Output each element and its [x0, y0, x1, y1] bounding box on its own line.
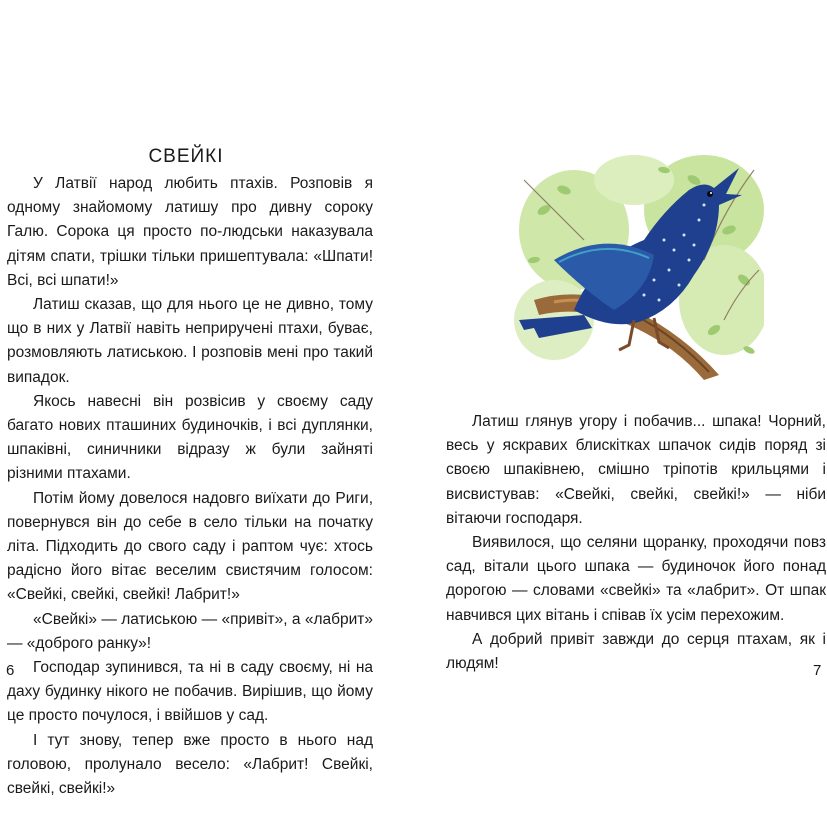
- page-number: 6: [6, 662, 15, 679]
- right-page-text: [446, 410, 826, 676]
- paragraph: «Свейкі» — латиською — «привіт», а «лабрит» — «доброго ранку»!: [7, 610, 373, 652]
- paragraph: Виявилося, що селяни щоранку, проходячи повз сад, вітали цього шпака — будиночок його понад дорогою — словами «свейкі» та «лабрит». От шпак навчився цих вітань і співав їх усім перехожим.: [446, 534, 826, 624]
- paragraph: А добрий привіт завжди до серця птахам, як і людям!: [446, 630, 826, 673]
- story-title: СВЕЙКІ: [148, 146, 224, 167]
- bird-eye: [707, 191, 713, 197]
- left-page: [0, 0, 413, 827]
- paragraph: Якось навесні він розвісив у своєму саду багато нових пташиних будиночків, і всі дуплянки, шпаківні, синичники відразу ж були зайняті різними птахами.: [7, 392, 373, 483]
- paragraph: Латиш глянув угору і побачив... шпака! Чорний, весь у яскравих блискітках шпачок сидів поряд зі своєю шпаківнею, смішно тріпотів крильцями і висвистував: «Свейкі, свейкі, свейкі!» — ніби вітаючи господаря.: [446, 413, 826, 527]
- paragraph: Господар зупинився, та ні в саду своєму, ні на даху будинку нікого не побачив. Вирішив, що йому це просто почулося, і ввійшов у сад.: [7, 659, 373, 725]
- paragraph: І тут знову, тепер вже просто в нього над головою, пролунало весело: «Лабрит! Свейкі, свейкі, свейкі!»: [7, 731, 373, 798]
- paragraph: Латиш сказав, що для нього це не дивно, тому що в них у Латвії навіть неприручені птахи, буває, розмовляють латиською. І розповів мені про такий випадок.: [7, 296, 373, 386]
- right-page: [414, 0, 827, 827]
- paragraph: Потім йому довелося надовго виїхати до Риги, повернувся він до себе в село тільки на початку літа. Підходить до свого саду і раптом чує: хтось радісно його вітає веселим свистячим голосом: «Свейкі, свейкі, свейкі! Лабрит!»: [7, 489, 373, 604]
- starling-illustration: [514, 150, 764, 380]
- paragraph: У Латвії народ любить птахів. Розповів я одному знайомому латишу про дивну сороку Галю. Сорока ця просто по-людськи наказувала дітям спати, трішки тільки пришептувала: «Шпати! Всі, всі шпати!»: [7, 175, 373, 289]
- page-number: 7: [813, 662, 822, 679]
- left-page-text: [7, 172, 373, 801]
